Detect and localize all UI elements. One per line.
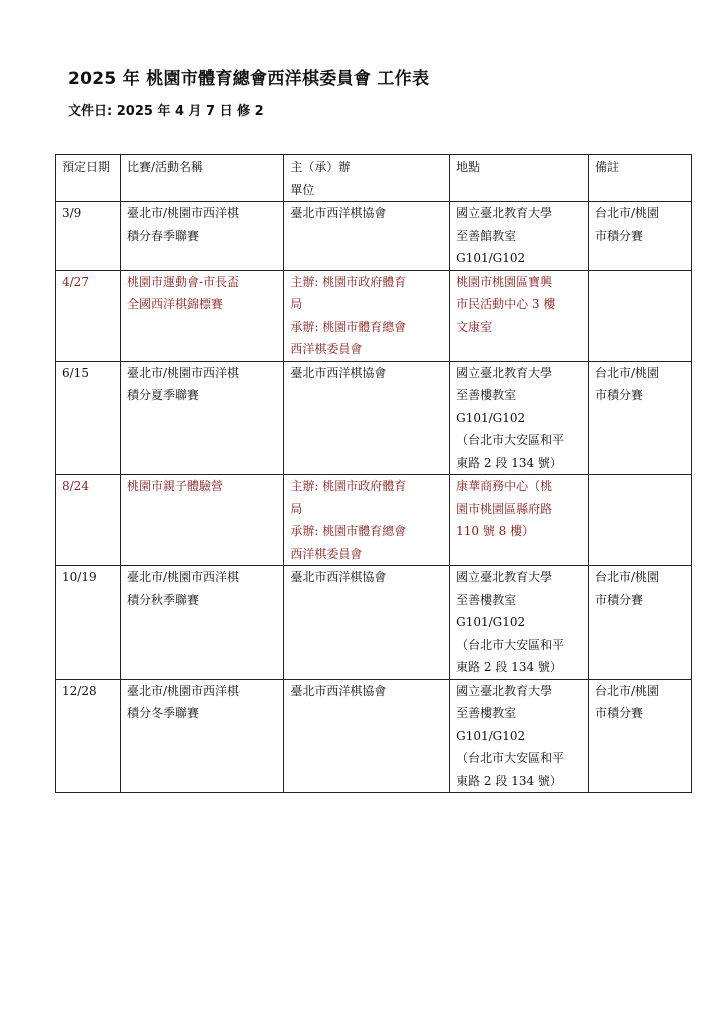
- document-date-line: 文件日: 2025 年 4 月 7 日 修 2: [68, 104, 264, 119]
- cell-organizer: 臺北市西洋棋協會: [284, 679, 450, 793]
- header-date: 預定日期: [56, 155, 121, 202]
- cell-date: 3/9: [56, 202, 121, 271]
- cell-date: 4/27: [56, 270, 121, 361]
- cell-date: 12/28: [56, 679, 121, 793]
- cell-organizer: 主辦: 桃園市政府體育 局 承辦: 桃園市體育總會 西洋棋委員會: [284, 475, 450, 566]
- cell-note: 台北市/桃園 市積分賽: [588, 679, 691, 793]
- cell-organizer: 臺北市西洋棋協會: [284, 202, 450, 271]
- cell-organizer: 主辦: 桃園市政府體育 局 承辦: 桃園市體育總會 西洋棋委員會: [284, 270, 450, 361]
- cell-event: 臺北市/桃園市西洋棋 積分秋季聯賽: [120, 566, 283, 680]
- cell-venue: 國立臺北教育大學 至善樓教室 G101/G102 （台北市大安區和平 東路 2 段 134 號）: [450, 679, 589, 793]
- cell-note: 台北市/桃園 市積分賽: [588, 361, 691, 475]
- cell-venue: 國立臺北教育大學 至善樓教室 G101/G102 （台北市大安區和平 東路 2 段 134 號）: [450, 361, 589, 475]
- document-title: 2025 年 桃園市體育總會西洋棋委員會 工作表: [68, 69, 430, 89]
- cell-event: 臺北市/桃園市西洋棋 積分冬季聯賽: [120, 679, 283, 793]
- cell-note: 台北市/桃園 市積分賽: [588, 566, 691, 680]
- table-row: [56, 566, 692, 680]
- header-note: 備註: [588, 155, 691, 202]
- table-row: [56, 361, 692, 475]
- cell-note: [588, 475, 691, 566]
- cell-event: 桃園市運動會-市長盃 全國西洋棋錦標賽: [120, 270, 283, 361]
- cell-venue: 康華商務中心（桃 園市桃園區縣府路 110 號 8 樓）: [450, 475, 589, 566]
- cell-date: 8/24: [56, 475, 121, 566]
- cell-event: 桃園市親子體驗營: [120, 475, 283, 566]
- table-header-row: [56, 155, 692, 202]
- cell-note: 台北市/桃園 市積分賽: [588, 202, 691, 271]
- cell-note: [588, 270, 691, 361]
- cell-date: 10/19: [56, 566, 121, 680]
- table-row: [56, 679, 692, 793]
- cell-event: 臺北市/桃園市西洋棋 積分夏季聯賽: [120, 361, 283, 475]
- cell-venue: 國立臺北教育大學 至善樓教室 G101/G102 （台北市大安區和平 東路 2 段 134 號）: [450, 566, 589, 680]
- cell-venue: 桃園市桃園區寶興 市民活動中心 3 樓 文康室: [450, 270, 589, 361]
- header-venue: 地點: [450, 155, 589, 202]
- cell-event: 臺北市/桃園市西洋棋 積分春季聯賽: [120, 202, 283, 271]
- cell-organizer: 臺北市西洋棋協會: [284, 566, 450, 680]
- cell-venue: 國立臺北教育大學 至善館教室 G101/G102: [450, 202, 589, 271]
- header-organizer: 主（承）辦 單位: [284, 155, 450, 202]
- table-row: [56, 202, 692, 271]
- schedule-table: [55, 154, 692, 793]
- table-row: [56, 475, 692, 566]
- table-row: [56, 270, 692, 361]
- cell-date: 6/15: [56, 361, 121, 475]
- cell-organizer: 臺北市西洋棋協會: [284, 361, 450, 475]
- header-event: 比賽/活動名稱: [120, 155, 283, 202]
